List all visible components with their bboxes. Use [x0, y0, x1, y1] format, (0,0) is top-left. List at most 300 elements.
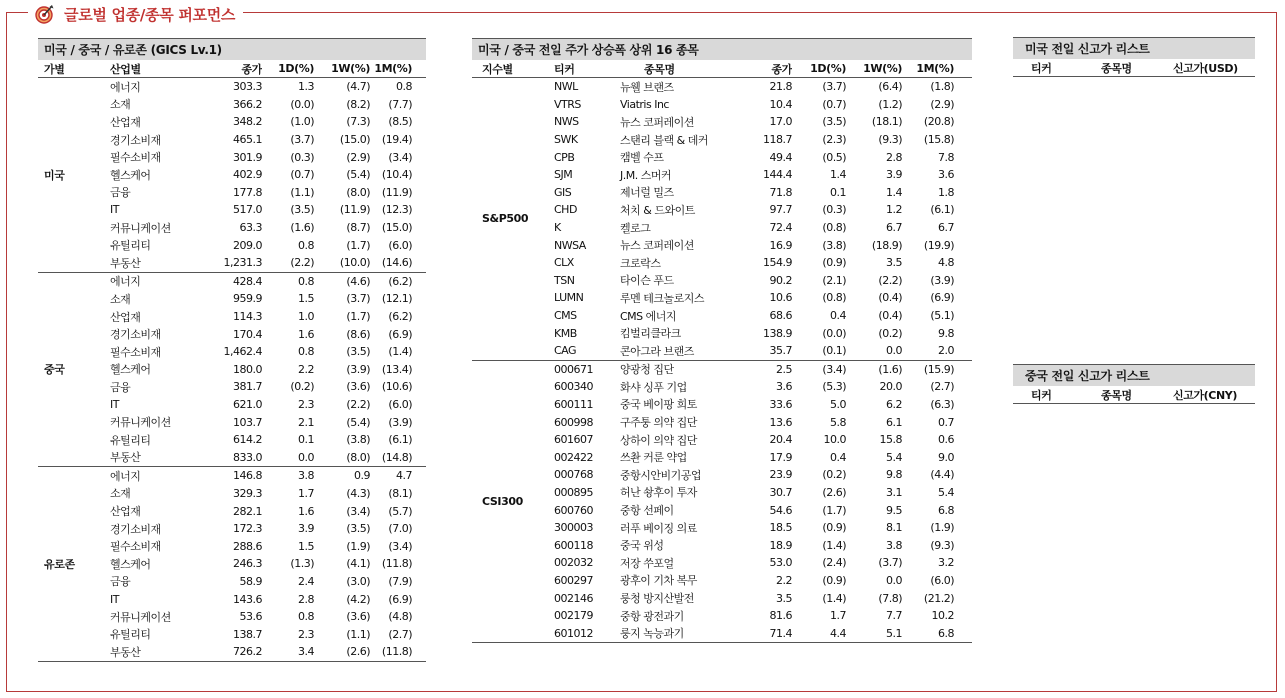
change-1d-cell: (3.5) — [290, 203, 314, 217]
name-cell: 쓰촨 커룬 약업 — [620, 451, 687, 465]
change-1w-cell: (3.9) — [346, 362, 370, 376]
change-1m-cell: 0.8 — [396, 80, 412, 94]
change-1m-cell: (6.2) — [388, 310, 412, 324]
table-row — [96, 520, 426, 538]
region-group — [38, 467, 426, 662]
close-cell: 1,462.4 — [223, 345, 262, 359]
change-1d-cell: 4.4 — [830, 626, 846, 640]
sector-cell: 커뮤니케이션 — [110, 221, 171, 235]
change-1w-cell: (1.7) — [346, 238, 370, 252]
change-1w-cell: (4.7) — [346, 80, 370, 94]
ticker-cell: KMB — [554, 326, 577, 340]
change-1w-cell: 5.1 — [886, 626, 902, 640]
change-1m-cell: 10.2 — [931, 609, 954, 623]
change-1d-cell: (3.7) — [822, 80, 846, 94]
col-1m: 1M(%) — [916, 62, 954, 75]
table-row — [96, 537, 426, 555]
ticker-cell: 002422 — [554, 450, 593, 464]
close-cell: 138.9 — [763, 326, 792, 340]
sector-cell: 에너지 — [110, 275, 141, 289]
sector-cell: 산업재 — [110, 310, 141, 324]
change-1m-cell: (19.9) — [923, 238, 954, 252]
table-row — [96, 643, 426, 661]
close-cell: 726.2 — [233, 645, 262, 659]
table-row — [96, 485, 426, 503]
change-1w-cell: (2.2) — [878, 273, 902, 287]
close-cell: 63.3 — [239, 221, 262, 235]
ticker-cell: LUMN — [554, 291, 584, 305]
col-index: 지수별 — [482, 62, 513, 76]
col-ticker: 티커 — [1031, 61, 1052, 75]
ticker-cell: CMS — [554, 309, 577, 323]
close-cell: 97.7 — [769, 203, 792, 217]
close-cell: 16.9 — [769, 238, 792, 252]
change-1w-cell: (3.6) — [346, 380, 370, 394]
change-1w-cell: (7.3) — [346, 115, 370, 129]
change-1w-cell: (8.2) — [346, 97, 370, 111]
close-cell: 54.6 — [769, 503, 792, 517]
close-cell: 614.2 — [233, 433, 262, 447]
col-region: 가별 — [44, 62, 65, 76]
ticker-cell: 601607 — [554, 433, 593, 447]
sector-cell: 헬스케어 — [110, 363, 151, 377]
gainers-table-heading: 미국 / 중국 전일 주가 상승폭 상위 16 종목 — [472, 38, 972, 60]
table-row — [96, 78, 426, 96]
close-cell: 10.4 — [769, 97, 792, 111]
change-1w-cell: (3.7) — [878, 556, 902, 570]
close-cell: 17.0 — [769, 115, 792, 129]
ticker-cell: 002032 — [554, 556, 593, 570]
col-name: 종목명 — [644, 62, 675, 76]
col-1m: 1M(%) — [374, 62, 412, 75]
sector-cell: 유틸리티 — [110, 239, 151, 253]
ticker-cell: 600297 — [554, 573, 593, 587]
change-1m-cell: (20.8) — [923, 115, 954, 129]
change-1w-cell: 3.9 — [886, 168, 902, 182]
change-1w-cell: (10.0) — [339, 256, 370, 270]
name-cell: 콘아그라 브랜즈 — [620, 344, 694, 358]
close-cell: 118.7 — [763, 133, 792, 147]
table-row — [96, 625, 426, 643]
close-cell: 209.0 — [233, 238, 262, 252]
name-cell: 킴벌리클라크 — [620, 327, 681, 341]
ticker-cell: 600998 — [554, 415, 593, 429]
close-cell: 172.3 — [233, 522, 262, 536]
change-1m-cell: (6.1) — [388, 433, 412, 447]
col-name: 종목명 — [1101, 61, 1132, 75]
close-cell: 33.6 — [769, 397, 792, 411]
col-1d: 1D(%) — [278, 62, 314, 75]
ticker-cell: 600118 — [554, 538, 593, 552]
name-cell: 중항시안비기공업 — [620, 468, 702, 482]
change-1d-cell: 0.1 — [830, 185, 846, 199]
change-1w-cell: (0.2) — [878, 326, 902, 340]
table-row — [536, 536, 972, 554]
table-row — [536, 448, 972, 466]
close-cell: 282.1 — [233, 504, 262, 518]
change-1w-cell: 6.2 — [886, 397, 902, 411]
change-1m-cell: (12.3) — [381, 203, 412, 217]
table-row — [536, 554, 972, 572]
ticker-cell: CPB — [554, 150, 575, 164]
sector-cell: 헬스케어 — [110, 168, 151, 182]
index-rows — [536, 361, 972, 643]
name-cell: 중항 선페이 — [620, 504, 674, 518]
change-1m-cell: (8.5) — [388, 115, 412, 129]
change-1w-cell: 6.1 — [886, 415, 902, 429]
change-1m-cell: (13.4) — [381, 362, 412, 376]
change-1d-cell: 0.1 — [298, 433, 314, 447]
change-1m-cell: 1.8 — [938, 185, 954, 199]
sector-cell: 유틸리티 — [110, 433, 151, 447]
table-row — [536, 324, 972, 342]
close-cell: 68.6 — [769, 309, 792, 323]
change-1d-cell: 2.4 — [298, 574, 314, 588]
change-1m-cell: (6.0) — [388, 397, 412, 411]
change-1m-cell: (15.9) — [923, 362, 954, 376]
name-cell: 룽청 방지산발전 — [620, 592, 694, 606]
change-1m-cell: 9.0 — [938, 450, 954, 464]
change-1m-cell: 6.8 — [938, 503, 954, 517]
close-cell: 71.8 — [769, 185, 792, 199]
close-cell: 114.3 — [233, 310, 262, 324]
change-1w-cell: 0.9 — [354, 469, 370, 483]
change-1d-cell: (3.4) — [822, 362, 846, 376]
change-1m-cell: (3.9) — [388, 415, 412, 429]
table-row — [536, 307, 972, 325]
sector-cell: 소재 — [110, 487, 131, 501]
sector-cell: 커뮤니케이션 — [110, 610, 171, 624]
table-row — [536, 361, 972, 379]
change-1m-cell: 3.6 — [938, 168, 954, 182]
close-cell: 366.2 — [233, 97, 262, 111]
close-cell: 621.0 — [233, 397, 262, 411]
sector-performance-table — [38, 38, 426, 662]
table-row — [96, 131, 426, 149]
name-cell: 캠벨 수프 — [620, 151, 664, 165]
sector-table-header — [38, 60, 426, 78]
name-cell: 처치 & 드와이트 — [620, 203, 695, 217]
change-1d-cell: (3.7) — [290, 133, 314, 147]
name-cell: J.M. 스머커 — [620, 168, 672, 182]
change-1d-cell: (2.4) — [822, 556, 846, 570]
table-row — [536, 519, 972, 537]
close-cell: 71.4 — [769, 626, 792, 640]
cn-highs-header — [1013, 386, 1255, 404]
close-cell: 10.6 — [769, 291, 792, 305]
index-rows — [536, 78, 972, 360]
change-1d-cell: (0.9) — [822, 521, 846, 535]
table-row — [96, 573, 426, 591]
table-row — [536, 96, 972, 114]
page-title: 글로벌 업종/종목 퍼포먼스 — [64, 5, 236, 24]
table-row — [536, 289, 972, 307]
change-1d-cell: (0.3) — [290, 150, 314, 164]
sector-cell: 유틸리티 — [110, 628, 151, 642]
table-row — [536, 272, 972, 290]
table-row — [96, 236, 426, 254]
change-1m-cell: (6.3) — [930, 397, 954, 411]
change-1m-cell: (6.9) — [930, 291, 954, 305]
change-1d-cell: (0.9) — [822, 573, 846, 587]
ticker-cell: 600111 — [554, 397, 593, 411]
col-name: 종목명 — [1101, 388, 1132, 402]
ticker-cell: VTRS — [554, 97, 581, 111]
sector-cell: 필수소비재 — [110, 540, 161, 554]
table-row — [536, 342, 972, 360]
change-1m-cell: 4.7 — [396, 469, 412, 483]
change-1d-cell: (3.8) — [822, 238, 846, 252]
change-1w-cell: (18.9) — [871, 238, 902, 252]
change-1m-cell: 2.0 — [938, 344, 954, 358]
region-rows — [96, 467, 426, 661]
table-row — [536, 201, 972, 219]
change-1w-cell: (3.0) — [346, 574, 370, 588]
ticker-cell: 000768 — [554, 468, 593, 482]
ticker-cell: 002146 — [554, 591, 593, 605]
table-row — [536, 466, 972, 484]
change-1w-cell: (8.7) — [346, 221, 370, 235]
change-1m-cell: 6.8 — [938, 626, 954, 640]
change-1w-cell: 9.8 — [886, 468, 902, 482]
close-cell: 23.9 — [769, 468, 792, 482]
change-1w-cell: 5.4 — [886, 450, 902, 464]
change-1m-cell: 4.8 — [938, 256, 954, 270]
cn-new-highs-panel — [1013, 364, 1255, 404]
change-1w-cell: 0.0 — [886, 344, 902, 358]
change-1m-cell: (2.7) — [930, 380, 954, 394]
change-1m-cell: (4.4) — [930, 468, 954, 482]
change-1d-cell: 2.8 — [298, 592, 314, 606]
change-1w-cell: (8.0) — [346, 450, 370, 464]
change-1w-cell: (4.6) — [346, 274, 370, 288]
close-cell: 72.4 — [769, 221, 792, 235]
change-1d-cell: 0.0 — [298, 450, 314, 464]
table-row — [536, 396, 972, 414]
table-row — [96, 273, 426, 291]
change-1m-cell: 9.8 — [938, 326, 954, 340]
col-1d: 1D(%) — [810, 62, 846, 75]
close-cell: 18.9 — [769, 538, 792, 552]
col-sector: 산업별 — [110, 62, 141, 76]
close-cell: 81.6 — [769, 609, 792, 623]
change-1m-cell: (7.7) — [388, 97, 412, 111]
change-1w-cell: 1.2 — [886, 203, 902, 217]
close-cell: 329.3 — [233, 486, 262, 500]
change-1w-cell: (5.4) — [346, 168, 370, 182]
sector-cell: 부동산 — [110, 256, 141, 270]
change-1d-cell: 1.5 — [298, 539, 314, 553]
sector-cell: IT — [110, 592, 119, 606]
table-row — [536, 166, 972, 184]
change-1w-cell: 3.8 — [886, 538, 902, 552]
change-1m-cell: 0.7 — [938, 415, 954, 429]
sector-cell: IT — [110, 203, 119, 217]
close-cell: 180.0 — [233, 362, 262, 376]
gainers-table-header — [472, 60, 972, 78]
change-1d-cell: (2.1) — [822, 273, 846, 287]
change-1d-cell: 0.4 — [830, 450, 846, 464]
table-row — [96, 343, 426, 361]
sector-cell: IT — [110, 397, 119, 411]
sector-table-heading: 미국 / 중국 / 유로존 (GICS Lv.1) — [38, 38, 426, 60]
ticker-cell: 000895 — [554, 485, 593, 499]
change-1d-cell: 0.8 — [298, 610, 314, 624]
close-cell: 53.6 — [239, 610, 262, 624]
close-cell: 288.6 — [233, 539, 262, 553]
table-row — [96, 308, 426, 326]
close-cell: 21.8 — [769, 80, 792, 94]
change-1d-cell: 2.2 — [298, 362, 314, 376]
change-1w-cell: (4.3) — [346, 486, 370, 500]
sector-cell: 에너지 — [110, 469, 141, 483]
sector-cell: 에너지 — [110, 80, 141, 94]
table-row — [536, 219, 972, 237]
change-1d-cell: (0.9) — [822, 256, 846, 270]
change-1m-cell: (8.1) — [388, 486, 412, 500]
change-1w-cell: 15.8 — [879, 433, 902, 447]
change-1w-cell: (2.6) — [346, 645, 370, 659]
close-cell: 465.1 — [233, 133, 262, 147]
table-row — [96, 590, 426, 608]
change-1w-cell: (2.2) — [346, 397, 370, 411]
change-1d-cell: (1.4) — [822, 538, 846, 552]
close-cell: 35.7 — [769, 344, 792, 358]
close-cell: 30.7 — [769, 485, 792, 499]
change-1w-cell: 8.1 — [886, 521, 902, 535]
change-1w-cell: (3.4) — [346, 504, 370, 518]
change-1w-cell: (1.1) — [346, 627, 370, 641]
col-close: 종가 — [241, 62, 262, 76]
change-1m-cell: (4.8) — [388, 610, 412, 624]
table-row — [96, 608, 426, 626]
sector-cell: 필수소비재 — [110, 151, 161, 165]
us-highs-heading: 미국 전일 신고가 리스트 — [1013, 37, 1255, 59]
change-1w-cell: (3.8) — [346, 433, 370, 447]
close-cell: 58.9 — [239, 574, 262, 588]
change-1m-cell: (11.8) — [381, 645, 412, 659]
name-cell: 스탠리 블랙 & 데커 — [620, 133, 708, 147]
change-1w-cell: (1.6) — [878, 362, 902, 376]
close-cell: 402.9 — [233, 168, 262, 182]
table-row — [536, 113, 972, 131]
table-row — [96, 413, 426, 431]
change-1w-cell: (1.7) — [346, 310, 370, 324]
change-1m-cell: 5.4 — [938, 485, 954, 499]
name-cell: 뉴웰 브랜즈 — [620, 80, 674, 94]
name-cell: 루멘 테크놀로지스 — [620, 291, 705, 305]
sector-cell: 소재 — [110, 98, 131, 112]
name-cell: 중항 광전과기 — [620, 609, 684, 623]
close-cell: 49.4 — [769, 150, 792, 164]
change-1d-cell: 5.0 — [830, 397, 846, 411]
ticker-cell: SJM — [554, 168, 573, 182]
name-cell: 허난 솽후이 투자 — [620, 486, 697, 500]
index-label: S&P500 — [482, 212, 529, 226]
name-cell: 룽지 녹능과기 — [620, 627, 684, 641]
change-1d-cell: (1.4) — [822, 591, 846, 605]
change-1w-cell: 2.8 — [886, 150, 902, 164]
name-cell: 타이슨 푸드 — [620, 274, 674, 288]
ticker-cell: SWK — [554, 133, 578, 147]
change-1m-cell: (6.2) — [388, 274, 412, 288]
close-cell: 20.4 — [769, 433, 792, 447]
table-row — [96, 201, 426, 219]
cn-highs-heading: 중국 전일 신고가 리스트 — [1013, 364, 1255, 386]
table-row — [96, 502, 426, 520]
index-group — [472, 361, 972, 644]
ticker-cell: K — [554, 221, 561, 235]
change-1m-cell: (7.9) — [388, 574, 412, 588]
sector-cell: 경기소비재 — [110, 328, 161, 342]
close-cell: 103.7 — [233, 415, 262, 429]
change-1m-cell: (14.8) — [381, 450, 412, 464]
change-1d-cell: 1.7 — [298, 486, 314, 500]
change-1w-cell: 3.1 — [886, 485, 902, 499]
ticker-cell: TSN — [554, 273, 575, 287]
ticker-cell: CHD — [554, 203, 577, 217]
change-1d-cell: 3.4 — [298, 645, 314, 659]
change-1d-cell: (5.3) — [822, 380, 846, 394]
close-cell: 18.5 — [769, 521, 792, 535]
name-cell: 광후이 기차 복무 — [620, 574, 697, 588]
change-1w-cell: (0.4) — [878, 309, 902, 323]
change-1d-cell: 10.0 — [823, 433, 846, 447]
sector-cell: 소재 — [110, 292, 131, 306]
change-1w-cell: (9.3) — [878, 133, 902, 147]
change-1d-cell: 1.4 — [830, 168, 846, 182]
ticker-cell: GIS — [554, 185, 572, 199]
target-icon — [34, 4, 54, 24]
change-1m-cell: (14.6) — [381, 256, 412, 270]
ticker-cell: 601012 — [554, 626, 593, 640]
change-1d-cell: (0.7) — [822, 97, 846, 111]
change-1d-cell: (2.6) — [822, 485, 846, 499]
change-1m-cell: (21.2) — [923, 591, 954, 605]
region-label: 미국 — [44, 168, 65, 182]
change-1d-cell: (1.6) — [290, 221, 314, 235]
sector-cell: 경기소비재 — [110, 133, 161, 147]
name-cell: 크로락스 — [620, 256, 661, 270]
change-1m-cell: (15.0) — [381, 221, 412, 235]
col-ticker: 티커 — [554, 62, 575, 76]
change-1w-cell: (5.4) — [346, 415, 370, 429]
table-row — [536, 236, 972, 254]
table-row — [96, 325, 426, 343]
change-1d-cell: 1.6 — [298, 504, 314, 518]
change-1w-cell: (1.9) — [346, 539, 370, 553]
change-1d-cell: 1.5 — [298, 292, 314, 306]
change-1m-cell: 7.8 — [938, 150, 954, 164]
change-1w-cell: (3.6) — [346, 610, 370, 624]
change-1m-cell: (2.7) — [388, 627, 412, 641]
change-1m-cell: 6.7 — [938, 221, 954, 235]
change-1m-cell: (10.4) — [381, 168, 412, 182]
sector-cell: 금융 — [110, 380, 131, 394]
change-1m-cell: (6.9) — [388, 592, 412, 606]
ticker-cell: NWS — [554, 115, 579, 129]
change-1d-cell: (0.2) — [290, 380, 314, 394]
close-cell: 301.9 — [233, 150, 262, 164]
close-cell: 53.0 — [769, 556, 792, 570]
change-1m-cell: (6.0) — [388, 238, 412, 252]
ticker-cell: CAG — [554, 344, 577, 358]
change-1w-cell: (8.0) — [346, 185, 370, 199]
col-high: 신고가(USD) — [1173, 61, 1238, 75]
sector-cell: 부동산 — [110, 645, 141, 659]
change-1w-cell: 0.0 — [886, 573, 902, 587]
change-1m-cell: (11.9) — [381, 185, 412, 199]
